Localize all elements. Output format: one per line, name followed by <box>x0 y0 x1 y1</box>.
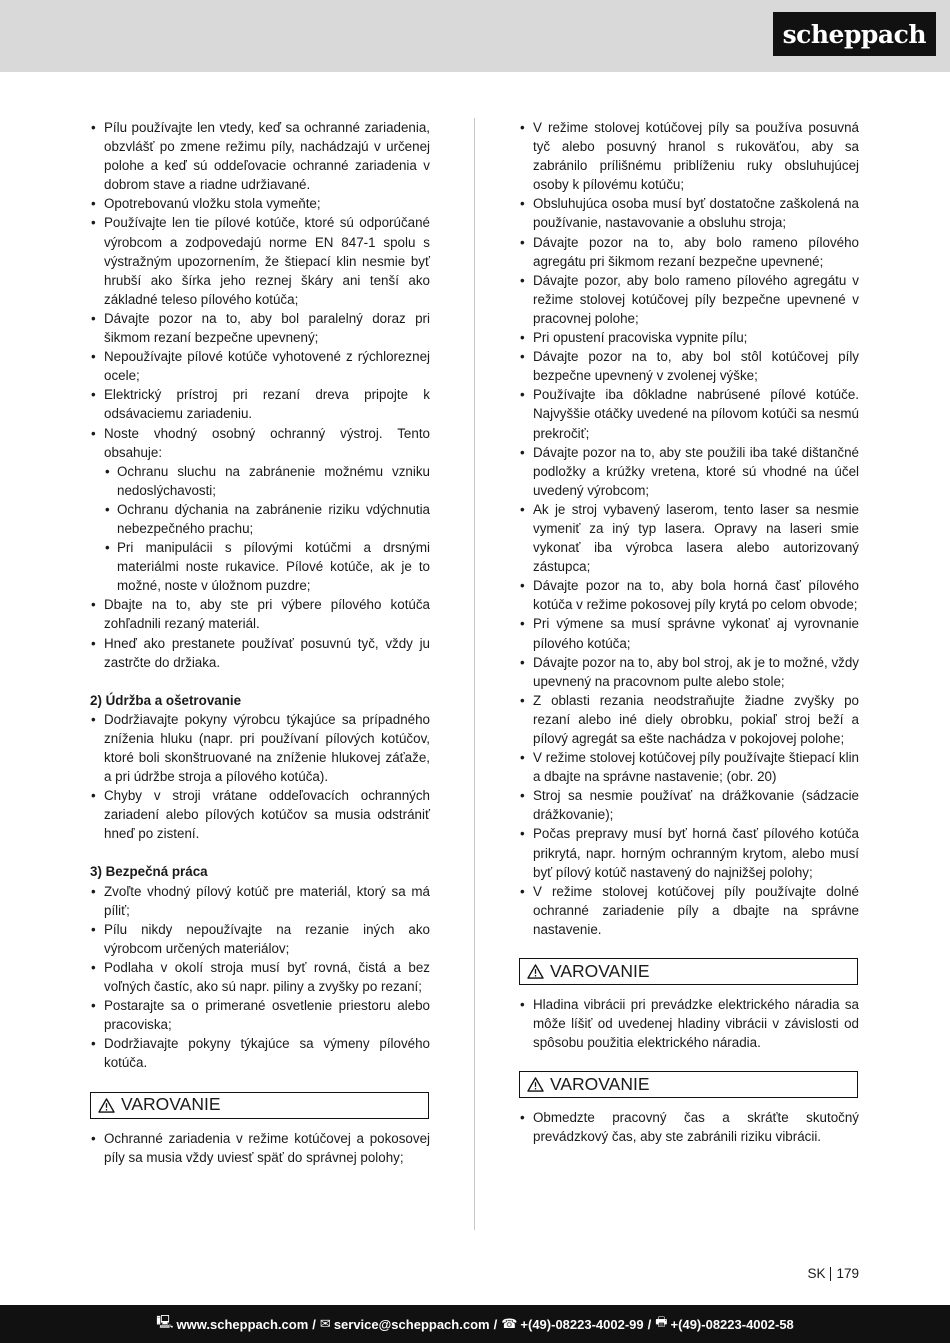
maintenance-list <box>90 710 430 844</box>
column-divider <box>474 118 475 1230</box>
list-item: • Dodržiavajte pokyny týkajúce sa výmeny pílového kotúča. <box>90 1034 430 1072</box>
footer-separator: / <box>312 1316 316 1332</box>
footer-separator: / <box>493 1316 498 1332</box>
list-item: • Chyby v stroji vrátane oddeľovacích ochranných zariadení alebo pílových kotúčov sa musia odstrániť hneď po zistení. <box>90 786 430 843</box>
list-item: • Postarajte sa o primerané osvetlenie priestoru alebo pracoviska; <box>90 996 430 1034</box>
safety-list-top <box>90 118 430 672</box>
warning-triangle-icon <box>527 964 544 979</box>
list-item: • Z oblasti rezania neodstraňujte žiadne zvyšky po rezaní alebo iné diely obrobku, pokiaľ stroj beží a pílový agregát sa ešte nachádza v pokojovej polohe; <box>519 691 859 748</box>
list-item: • Dávajte pozor na to, aby bola horná časť pílového kotúča v režime pokosovej píly krytá po celom obvode; <box>519 576 859 614</box>
warning-title: VAROVANIE <box>550 960 650 981</box>
header-band <box>0 0 950 72</box>
section-heading-safe-work: 3) Bezpečná práca <box>90 864 208 880</box>
warning-triangle-icon <box>527 1077 544 1092</box>
warning-box <box>519 1071 858 1098</box>
brand-logo: scheppach <box>773 12 936 56</box>
right-column <box>519 118 859 1147</box>
list-item: • V režime stolovej kotúčovej píly sa používa posuvná tyč alebo posuvný hranol s rukoväťou, aby sa zabránilo prílišnému priblíženiu ruky obsluhujúcej osoby k pílovému kotúču; <box>519 118 859 194</box>
list-item: • Hladina vibrácii pri prevádzke elektrického náradia sa môže líšiť od uvedenej hladiny vibrácii v závislosti od spôsobu použitia elektrického náradia. <box>519 995 859 1052</box>
safety-list-right <box>519 118 859 939</box>
footer-website[interactable]: www.scheppach.com <box>176 1316 309 1332</box>
list-item: • Dávajte pozor na to, aby bol stroj, ak je to možné, vždy upevnený na pracovnom pulte alebo stole; <box>519 653 859 691</box>
phone-icon: ☎︎ <box>501 1316 518 1331</box>
warning-list <box>90 1129 430 1167</box>
list-item: • Obmedzte pracovný čas a skráťte skutočný prevádzkový čas, aby ste zabránili riziku vibrácii. <box>519 1108 859 1146</box>
sub-list-item: • Ochranu sluchu na zabránenie možnému vzniku nedoslýchavosti; <box>104 462 430 500</box>
warning-list <box>519 995 859 1052</box>
list-item-ppe <box>90 424 430 596</box>
footer-email[interactable]: service@scheppach.com <box>333 1316 490 1332</box>
warning-title: VAROVANIE <box>121 1094 221 1115</box>
list-item: • Ak je stroj vybavený laserom, tento laser sa nesmie vymeniť za iný typ lasera. Opravy na laseri smie vykonať iba výrobca lasera alebo autorizovaný zástupca; <box>519 500 859 576</box>
list-item: • Opotrebovanú vložku stola vymeňte; <box>90 194 430 213</box>
safe-work-list <box>90 882 430 1073</box>
list-item: • Dbajte na to, aby ste pri výbere pílového kotúča zohľadnili rezaný materiál. <box>90 595 430 633</box>
list-item: • Stroj sa nesmie používať na drážkovanie (sádzacie drážkovanie); <box>519 786 859 824</box>
list-item: • Pri výmene sa musí správne vykonať aj vyrovnanie pílového kotúča; <box>519 614 859 652</box>
list-item: • Pílu nikdy nepoužívajte na rezanie iných ako výrobcom určených materiálov; <box>90 920 430 958</box>
list-item: • Obsluhujúca osoba musí byť dostatočne zaškolená na používanie, nastavovanie a obsluhu stroja; <box>519 194 859 232</box>
list-item: • V režime stolovej kotúčovej píly používajte štiepací klin a dbajte na správne nastavenie; (obr. 20) <box>519 748 859 786</box>
list-item: • Hneď ako prestanete používať posuvnú tyč, vždy ju zastrčte do držiaka. <box>90 634 430 672</box>
list-item: • Dávajte pozor na to, aby bol stôl kotúčovej píly bezpečne upevnený v zvolenej výške; <box>519 347 859 385</box>
footer-fax: +(49)-08223-4002-58 <box>670 1316 794 1332</box>
sub-list-item: • Pri manipulácii s pílovými kotúčmi a drsnými materiálmi noste rukavice. Pílové kotúče, ak je to možné, noste v úložnom puzdre; <box>104 538 430 595</box>
footer-separator: / <box>647 1316 652 1332</box>
contact-footer <box>0 1305 950 1343</box>
list-item: • Používajte iba dôkladne nabrúsené pílové kotúče. Najvyššie otáčky uvedené na pílovom kotúči sa nesmú prekročiť; <box>519 385 859 442</box>
list-item: • Elektrický prístroj pri rezaní dreva pripojte k odsávaciemu zariadeniu. <box>90 385 430 423</box>
list-item: • Nepoužívajte pílové kotúče vyhotovené z rýchloreznej ocele; <box>90 347 430 385</box>
list-item: • Dávajte pozor na to, aby bolo rameno pílového agregátu pri šikmom rezaní bezpečne upevnené; <box>519 233 859 271</box>
warning-box <box>519 958 858 985</box>
left-column <box>90 118 430 1167</box>
list-item: • V režime stolovej kotúčovej píly používajte dolné ochranné zariadenie píly a dbajte na správne nastavenie. <box>519 882 859 939</box>
page-number-separator <box>830 1267 831 1281</box>
list-item: • Dávajte pozor, aby bolo rameno pílového agregátu v režime stolovej kotúčovej píly bezpečne upevnené v pracovnej polohe; <box>519 271 859 328</box>
list-item: • Pílu používajte len vtedy, keď sa ochranné zariadenia, obzvlášť po zmene režimu píly, nachádzajú v určenej polohe a keď sú oddeľovacie ochranné zariadenia v dobrom stave a riadne udržiavané. <box>90 118 430 194</box>
ppe-intro-text: Noste vhodný osobný ochranný výstroj. Tento obsahuje: <box>104 425 430 460</box>
list-item: • Pri opustení pracoviska vypnite pílu; <box>519 328 859 347</box>
warning-title: VAROVANIE <box>550 1074 650 1095</box>
list-item: • Počas prepravy musí byť horná časť pílového kotúča prikrytá, napr. horným ochranným krytom, alebo musí byť pílový kotúč nastavený do najnižšej polohy; <box>519 824 859 881</box>
language-code: SK <box>807 1266 826 1281</box>
list-item: • Dávajte pozor na to, aby bol paralelný doraz pri šikmom rezaní bezpečne upevnený; <box>90 309 430 347</box>
fax-icon: 🖶︎ <box>655 1314 668 1329</box>
warning-triangle-icon <box>98 1098 115 1113</box>
list-item: • Ochranné zariadenia v režime kotúčovej a pokosovej píly sa musia vždy uviesť späť do správnej polohy; <box>90 1129 430 1167</box>
section-heading-maintenance: 2) Údržba a ošetrovanie <box>90 692 242 708</box>
warning-box <box>90 1092 429 1119</box>
footer-phone: +(49)-08223-4002-99 <box>520 1316 644 1332</box>
ppe-sublist <box>104 462 430 596</box>
list-item: • Dodržiavajte pokyny výrobcu týkajúce sa prípadného zníženia hluku (napr. pri používaní pílových kotúčov, ktoré boli skonštruované na zníženie hlukovej záťaže, a pri údržbe stroja a pílového kotúča). <box>90 710 430 786</box>
list-item: • Používajte len tie pílové kotúče, ktoré sú odporúčané výrobcom a zodpovedajú norme EN 847-1 spolu s výstražným upozornením, že štiepací klin nesmie byť hrubší ako šírka jeho reznej škáry ani tenší ako základné teleso pílového kotúča; <box>90 213 430 308</box>
list-item: • Dávajte pozor na to, aby ste použili iba také dištančné podložky a krúžky vretena, ktoré sú vhodné na účel uvedený výrobcom; <box>519 443 859 500</box>
computer-icon: 🖳︎ <box>156 1314 174 1329</box>
page-number <box>807 1266 859 1281</box>
page-number-value: 179 <box>836 1266 859 1281</box>
list-item: • Zvoľte vhodný pílový kotúč pre materiál, ktorý sa má píliť; <box>90 882 430 920</box>
warning-list <box>519 1108 859 1146</box>
mail-icon: ✉︎ <box>319 1316 331 1331</box>
sub-list-item: • Ochranu dýchania na zabránenie riziku vdýchnutia nebezpečného prachu; <box>104 500 430 538</box>
list-item: • Podlaha v okolí stroja musí byť rovná, čistá a bez voľných častíc, ako sú napr. piliny a zvyšky po rezaní; <box>90 958 430 996</box>
